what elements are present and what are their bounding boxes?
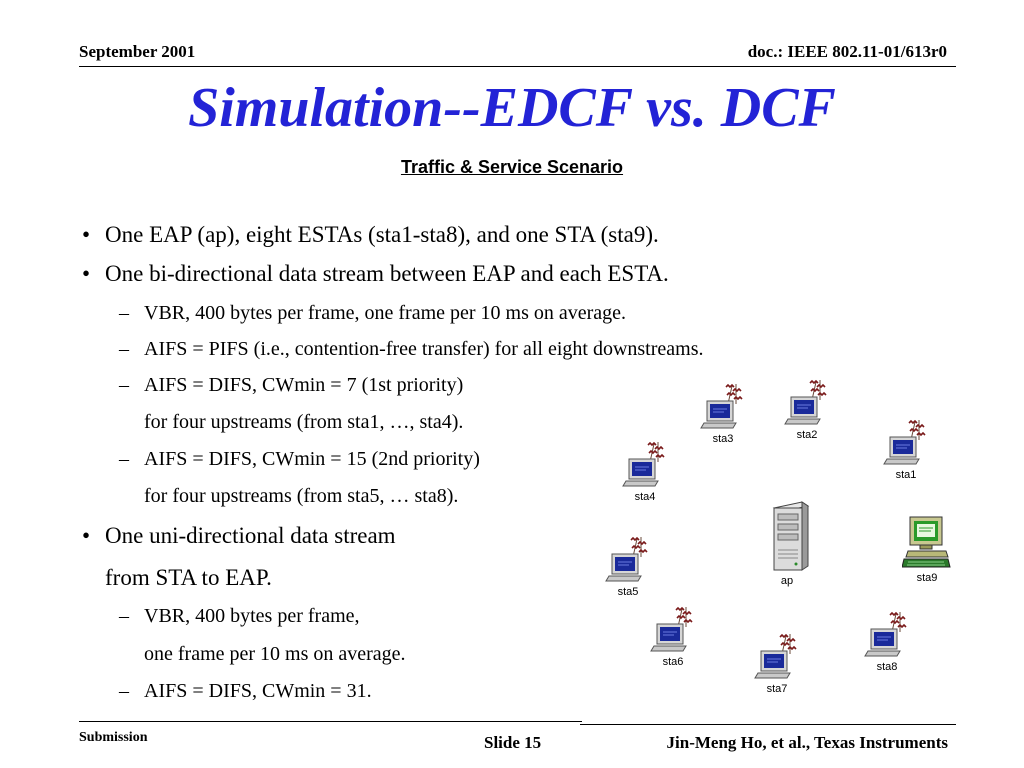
- header-rule: [79, 66, 956, 67]
- bullet-marker: •: [82, 222, 91, 247]
- sub-bullet-continuation: [119, 485, 458, 508]
- sub-bullet-item: [119, 374, 463, 397]
- node-label: sta1: [895, 469, 917, 481]
- sub-bullet-marker: –: [119, 302, 129, 324]
- sub-bullet-text: AIFS = DIFS, CWmin = 7 (1st priority): [144, 374, 464, 396]
- node-label: sta8: [876, 661, 898, 673]
- bullet-item: [82, 222, 659, 248]
- sub-bullet-marker: –: [119, 374, 129, 396]
- wireless-station-icon: [603, 535, 653, 585]
- sub-bullet-marker: –: [119, 338, 129, 360]
- node-sta8: [847, 610, 927, 673]
- node-label: ap: [780, 575, 794, 587]
- sub-bullet-item: [119, 605, 360, 628]
- sub-bullet-text: for four upstreams (from sta1, …, sta4).: [144, 411, 464, 433]
- wireless-station-icon: [698, 382, 748, 432]
- bullet-marker: •: [82, 523, 91, 548]
- slide-subtitle: Traffic & Service Scenario: [400, 157, 624, 177]
- sub-bullet-marker: –: [119, 605, 129, 627]
- bullet-marker: •: [82, 261, 91, 286]
- node-label: sta9: [916, 572, 938, 584]
- sub-bullet-text: for four upstreams (from sta5, … sta8).: [144, 485, 459, 507]
- sub-bullet-item: [119, 448, 480, 471]
- footer-rule-right: [580, 724, 956, 725]
- footer-slide-number: Slide 15: [484, 733, 542, 752]
- node-sta3: [683, 382, 763, 445]
- sub-bullet-text: VBR, 400 bytes per frame,: [144, 605, 360, 627]
- wireless-station-icon: [881, 418, 931, 468]
- server-icon: [762, 500, 812, 574]
- node-label: sta7: [766, 683, 788, 695]
- node-sta2: [767, 378, 847, 441]
- sub-bullet-item: [119, 680, 372, 703]
- sub-bullet-item: [119, 302, 626, 325]
- node-label: sta3: [712, 433, 734, 445]
- wireless-station-icon: [620, 440, 670, 490]
- node-sta5: [588, 535, 668, 598]
- bullet-text: One EAP (ap), eight ESTAs (sta1-sta8), and one STA (sta9).: [105, 222, 659, 247]
- node-label: sta4: [634, 491, 656, 503]
- sub-bullet-text: VBR, 400 bytes per frame, one frame per 10 ms on average.: [144, 302, 627, 324]
- node-ap: [747, 500, 827, 587]
- wireless-station-icon: [862, 610, 912, 660]
- bullet-text: from STA to EAP.: [105, 565, 272, 590]
- sub-bullet-marker: –: [119, 448, 129, 470]
- bullet-item: [82, 523, 396, 549]
- sub-bullet-continuation: [119, 411, 463, 434]
- footer-submission: Submission: [79, 730, 148, 745]
- bullet-text: One bi-directional data stream between EAP and each ESTA.: [105, 261, 669, 286]
- node-sta6: [633, 605, 713, 668]
- sub-bullet-text: AIFS = PIFS (i.e., contention-free transfer) for all eight downstreams.: [144, 338, 704, 360]
- node-sta7: [737, 632, 817, 695]
- sub-bullet-marker: –: [119, 680, 129, 702]
- bullet-text: One uni-directional data stream: [105, 523, 396, 548]
- bullet-continuation: [82, 565, 272, 591]
- sub-bullet-text: AIFS = DIFS, CWmin = 15 (2nd priority): [144, 448, 480, 470]
- node-label: sta5: [617, 586, 639, 598]
- footer-rule-left: [79, 721, 582, 722]
- footer-author: Jin-Meng Ho, et al., Texas Instruments: [666, 733, 948, 752]
- node-label: sta6: [662, 656, 684, 668]
- workstation-icon: [902, 515, 952, 571]
- bullet-item: [82, 261, 669, 287]
- slide-title: Simulation--EDCF vs. DCF: [188, 77, 836, 139]
- node-label: sta2: [796, 429, 818, 441]
- header-date: September 2001: [79, 42, 196, 61]
- sub-bullet-text: AIFS = DIFS, CWmin = 31.: [144, 680, 372, 702]
- wireless-station-icon: [782, 378, 832, 428]
- sub-bullet-text: one frame per 10 ms on average.: [144, 643, 406, 665]
- sub-bullet-continuation: [119, 643, 406, 666]
- sub-bullet-item: [119, 338, 703, 361]
- wireless-station-icon: [752, 632, 802, 682]
- node-sta1: [866, 418, 946, 481]
- node-sta4: [605, 440, 685, 503]
- wireless-station-icon: [648, 605, 698, 655]
- node-sta9: [887, 515, 967, 584]
- header-doc-id: doc.: IEEE 802.11-01/613r0: [747, 42, 947, 61]
